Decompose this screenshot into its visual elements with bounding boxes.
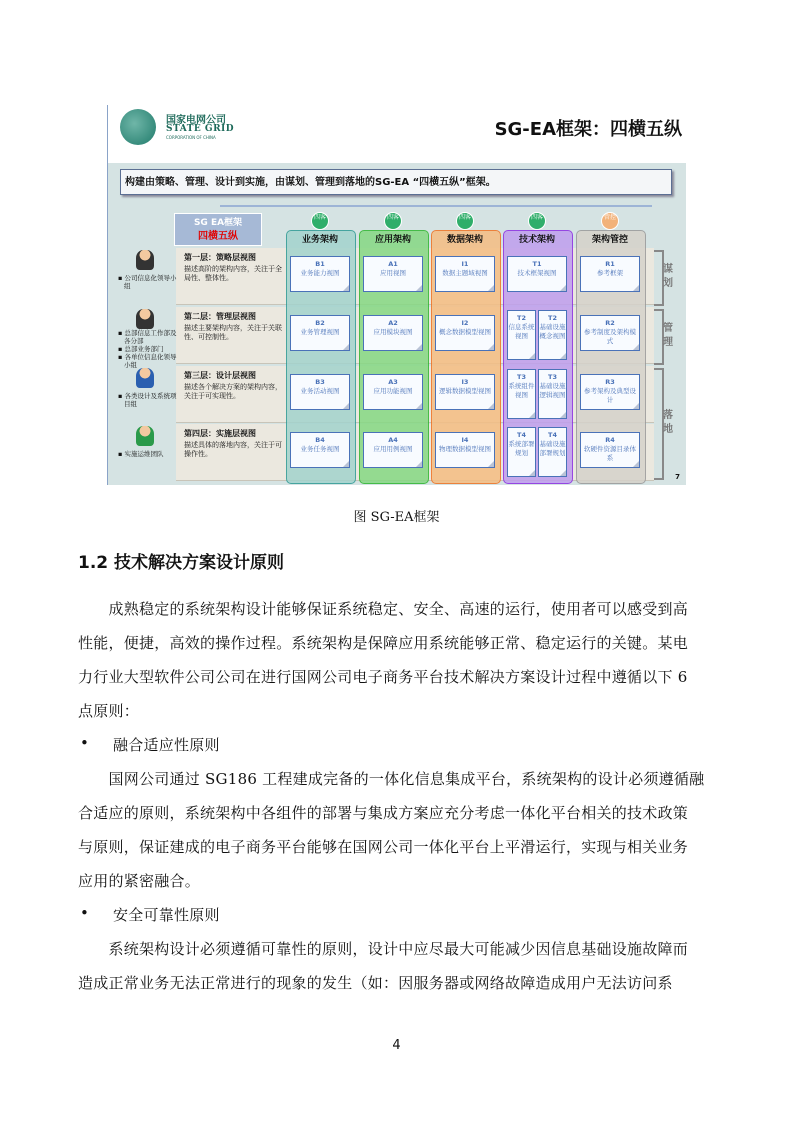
card-id: T2 xyxy=(517,314,526,322)
view-card xyxy=(580,256,640,292)
figure-caption: 图 SG-EA框架 xyxy=(353,510,440,525)
card-id: A1 xyxy=(388,260,398,268)
card-text: 业务任务视图 xyxy=(300,445,340,453)
view-card xyxy=(290,256,350,292)
card-id: B2 xyxy=(315,319,325,327)
column-header: 架构管控 xyxy=(591,235,628,245)
page-number: 4 xyxy=(392,1038,401,1053)
card-text: 参考制度及架构模式 xyxy=(584,328,636,345)
diagram-banner: 构建由策略、管理、设计到实施，由谋划、管理到落地的SG-EA “四横五纵”框架。 xyxy=(120,169,672,195)
bracket-label: 落地 xyxy=(663,410,673,435)
bullet-item: 融合适应性原则 xyxy=(113,736,220,754)
responsible-group: ▪ 总部业务部门 xyxy=(118,345,164,353)
card-id: R1 xyxy=(605,260,615,268)
bullet-item: 安全可靠性原则 xyxy=(113,906,220,924)
person-icon xyxy=(136,309,154,329)
paragraph-line: 力行业大型软件公司公司在进行国网公司电子商务平台技术解决方案设计过程中遵循以下 6 xyxy=(78,668,688,686)
column-header: 数据架构 xyxy=(446,235,483,245)
paragraph-line: 国网公司通过 SG186 工程建成完备的一体化信息集成平台，系统架构的设计必须遵循融 xyxy=(78,770,705,788)
row-description: 描述主要架构内容，关注于关联性、可控制性。 xyxy=(184,324,282,341)
row-description: 描述具体的落地内容，关注于可操作性。 xyxy=(184,441,282,458)
section-heading: 1.2 技术解决方案设计原则 xyxy=(78,553,285,573)
column-badge: 四客 xyxy=(384,212,402,230)
paragraph-line: 系统架构设计必须遵循可靠性的原则，设计中应尽最大可能减少因信息基础设施故障而 xyxy=(78,940,689,958)
responsible-group-list xyxy=(118,450,178,458)
sg-ea-framework-diagram xyxy=(107,105,686,485)
view-card xyxy=(363,256,423,292)
card-id: T4 xyxy=(548,431,557,439)
card-id: B1 xyxy=(315,260,325,268)
card-text: 物理数据模型视图 xyxy=(439,445,491,453)
view-card xyxy=(538,369,567,419)
card-text: 业务管理视图 xyxy=(300,328,340,336)
card-text: 应用模块视图 xyxy=(373,328,413,336)
paragraph-line: 与原则，保证建成的电子商务平台能够在国网公司一体化平台上平滑运行，实现与相关业务 xyxy=(78,838,689,856)
responsible-group: ▪ 公司信息化领导小组 xyxy=(118,274,177,290)
paragraph-line: 合适应的原则，系统架构中各组件的部署与集成方案应充分考虑一体化平台相关的技术政策 xyxy=(78,804,689,822)
row-title: 第三层：设计层视图 xyxy=(184,371,256,380)
card-id: R3 xyxy=(605,378,615,386)
view-card xyxy=(538,427,567,477)
card-id: I3 xyxy=(461,378,469,386)
view-card xyxy=(435,315,495,351)
responsible-group: ▪ 各单位信息化领导小组 xyxy=(118,353,177,369)
card-text: 信息系统视图 xyxy=(508,323,535,340)
card-id: I1 xyxy=(461,260,469,268)
card-id: A2 xyxy=(388,319,398,327)
card-id: R4 xyxy=(605,436,615,444)
card-text: 软硬件资源目录体系 xyxy=(584,445,636,462)
person-icon xyxy=(136,250,154,270)
card-text: 基础设施部署规划 xyxy=(539,440,566,457)
logo-cn-text: 国家电网公司 xyxy=(166,115,226,126)
view-card xyxy=(507,427,536,477)
card-text: 基础设施概念视图 xyxy=(539,323,566,340)
view-card xyxy=(580,315,640,351)
column-header: 应用架构 xyxy=(374,235,411,245)
row-title: 第四层：实施层视图 xyxy=(184,429,256,438)
card-text: 业务活动视图 xyxy=(300,387,340,395)
state-grid-logo-icon xyxy=(120,109,156,145)
corner-line1: SG EA框架 xyxy=(193,218,243,228)
bullet-icon: • xyxy=(80,734,89,752)
logo-en-text: STATE GRID xyxy=(166,124,235,134)
card-text: 应用用例视图 xyxy=(373,445,413,453)
diagram-title: SG-EA框架：四横五纵 xyxy=(494,119,682,140)
card-id: I4 xyxy=(461,436,469,444)
person-icon xyxy=(136,368,154,388)
responsible-group-list xyxy=(118,392,178,408)
view-card xyxy=(290,374,350,410)
responsible-group: ▪ 各类设计及系统项目组 xyxy=(118,392,177,408)
view-card xyxy=(435,432,495,468)
column-badge: 四客 xyxy=(311,212,329,230)
view-card xyxy=(538,310,567,360)
row-description: 描述高阶的架构内容，关注于全局性、整体性。 xyxy=(184,265,282,282)
view-card xyxy=(580,374,640,410)
card-id: A3 xyxy=(388,378,398,386)
paragraph-line: 造成正常业务无法正常进行的现象的发生（如：因服务器或网络故障造成用户无法访问系 xyxy=(78,974,673,992)
card-text: 逻辑数据模型视图 xyxy=(439,387,491,395)
card-text: 系统部署规划 xyxy=(508,440,535,457)
card-text: 技术框架视图 xyxy=(517,269,557,277)
view-card xyxy=(507,369,536,419)
view-card xyxy=(363,315,423,351)
view-card xyxy=(435,374,495,410)
view-card xyxy=(290,315,350,351)
responsible-group-list xyxy=(118,329,178,369)
card-id: A4 xyxy=(388,436,398,444)
view-card xyxy=(435,256,495,292)
paragraph-line: 性能，便捷，高效的操作过程。系统架构是保障应用系统能够正常、稳定运行的关键。某电 xyxy=(78,634,689,652)
paragraph-line: 点原则： xyxy=(78,702,140,720)
card-text: 业务能力视图 xyxy=(300,269,340,277)
view-card xyxy=(580,432,640,468)
bullet-icon: • xyxy=(80,904,89,922)
responsible-group-list xyxy=(118,274,178,290)
card-id: T1 xyxy=(532,260,542,268)
paragraph-line: 成熟稳定的系统架构设计能够保证系统稳定、安全、高速的运行，使用者可以感受到高 xyxy=(78,600,689,618)
card-id: T4 xyxy=(517,431,526,439)
view-card xyxy=(363,432,423,468)
card-id: I2 xyxy=(461,319,469,327)
card-text: 数据主题域视图 xyxy=(442,269,488,277)
bracket-label: 谋划 xyxy=(663,264,673,289)
paragraph-line: 应用的紧密融合。 xyxy=(78,872,201,890)
card-text: 系统组件视图 xyxy=(508,382,535,399)
card-text: 基础设施逻辑视图 xyxy=(539,382,566,399)
responsible-group: ▪ 总部信息工作部及各分部 xyxy=(118,329,177,345)
column-header: 技术架构 xyxy=(518,235,555,245)
bracket-label: 管理 xyxy=(663,323,673,348)
corner-line2: 四横五纵 xyxy=(198,231,238,242)
row-title: 第一层：策略层视图 xyxy=(184,253,256,262)
card-id: T2 xyxy=(548,314,557,322)
responsible-group: ▪ 实施运维团队 xyxy=(118,450,164,458)
card-id: T3 xyxy=(517,373,526,381)
column-header: 业务架构 xyxy=(301,235,338,245)
row-description: 描述各个解决方案的架构内容，关注于可实现性。 xyxy=(184,383,282,400)
card-text: 概念数据模型视图 xyxy=(439,328,491,336)
card-text: 应用功能视图 xyxy=(373,387,413,395)
column-badge: 四客 xyxy=(456,212,474,230)
card-id: T3 xyxy=(548,373,557,381)
card-id: B3 xyxy=(315,378,325,386)
view-card xyxy=(507,310,536,360)
framework-corner-label xyxy=(174,213,262,246)
person-icon xyxy=(136,426,154,446)
row-title: 第二层：管理层视图 xyxy=(184,312,256,321)
slide-number: 7 xyxy=(675,473,680,481)
card-text: 参考架构及典型设计 xyxy=(584,387,636,404)
view-card xyxy=(363,374,423,410)
logo-sub-text: CORPORATION OF CHINA xyxy=(166,135,216,140)
view-card xyxy=(290,432,350,468)
card-text: 应用视图 xyxy=(380,269,406,277)
connector-line xyxy=(220,205,652,207)
card-id: R2 xyxy=(605,319,615,327)
card-id: B4 xyxy=(315,436,325,444)
card-text: 参考框架 xyxy=(597,269,623,277)
column-badge: 管控 xyxy=(601,212,619,230)
view-card xyxy=(507,256,567,292)
column-badge: 四客 xyxy=(528,212,546,230)
